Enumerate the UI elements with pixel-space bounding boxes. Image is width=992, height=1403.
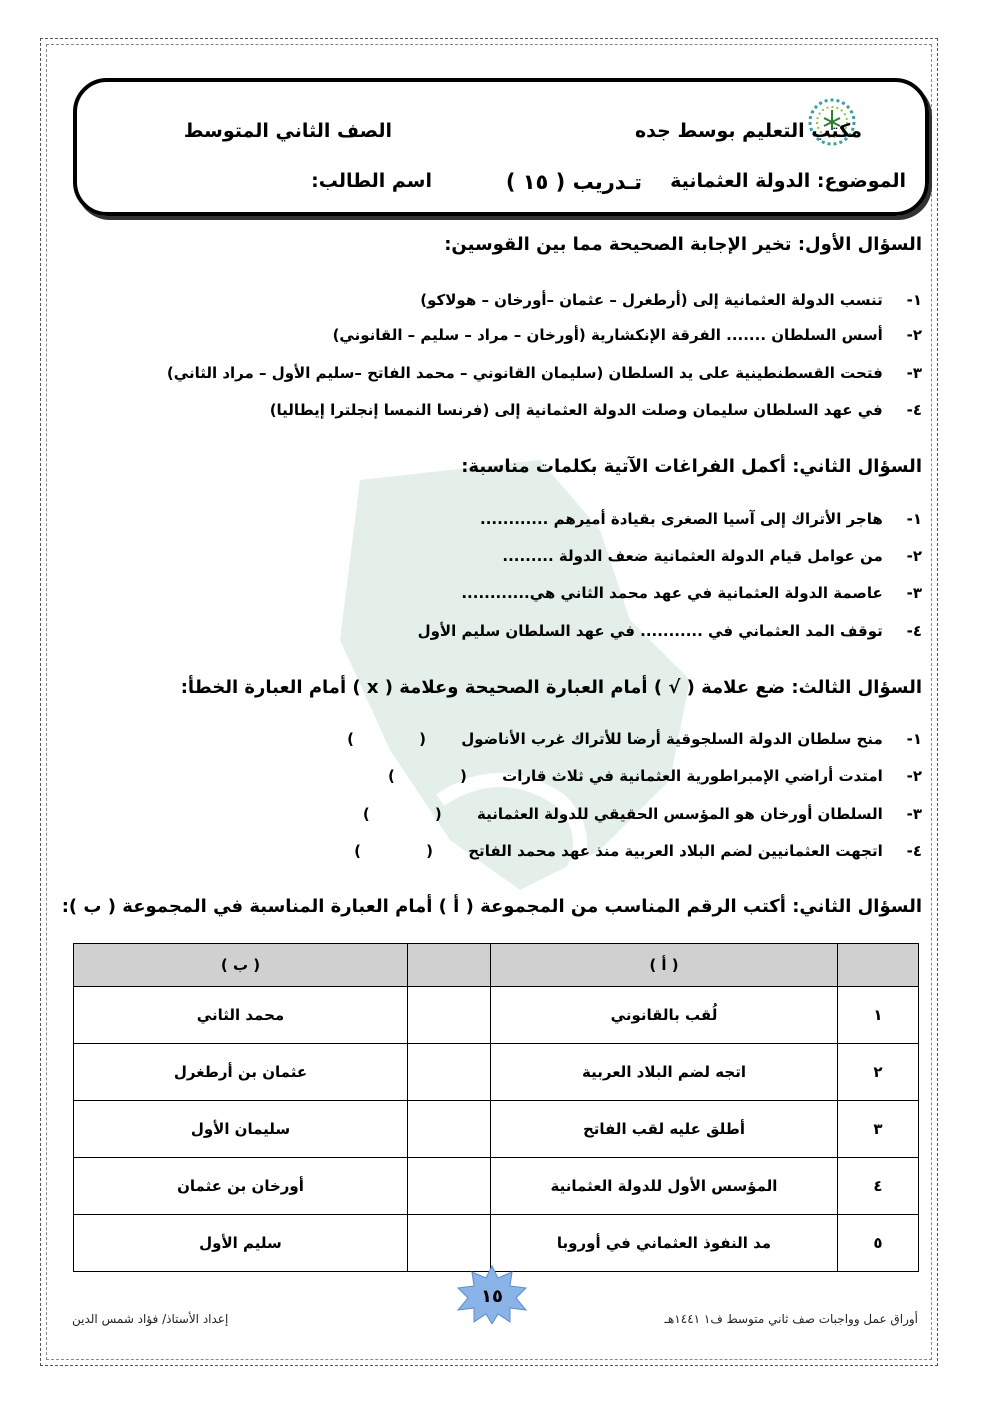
subject-label: الموضوع: الدولة العثمانية: [670, 170, 906, 192]
q1-item: [420, 291, 922, 309]
page-number-star-icon: [452, 1264, 532, 1324]
item-number: ٢-: [906, 326, 922, 344]
table-header-answer: [408, 944, 491, 987]
item-text: توقف المد العثماني في ........... في عهد السلطان سليم الأول: [417, 622, 883, 640]
item-number: ١-: [906, 291, 922, 309]
answer-paren[interactable]: ( ): [354, 842, 464, 860]
table-row: [74, 1101, 919, 1158]
row-b-text: سليم الأول: [74, 1215, 408, 1272]
row-number: ٥: [838, 1215, 919, 1272]
row-b-text: عثمان بن أرطغرل: [74, 1044, 408, 1101]
q3-title: السؤال الثالث: ضع علامة ( √ ) أمام العبارة الصحيحة وعلامة ( x ) أمام العبارة الخطأ:: [180, 677, 922, 698]
item-number: ٣-: [906, 584, 922, 602]
answer-cell[interactable]: [408, 1215, 491, 1272]
q2-item: [480, 510, 922, 528]
row-a-text: اتجه لضم البلاد العربية: [491, 1044, 838, 1101]
footer-series: أوراق عمل وواجبات صف ثاني متوسط ف١ ١٤٤١هـ: [664, 1312, 918, 1326]
q4-title: السؤال الثاني: أكتب الرقم المناسب من المجموعة ( أ ) أمام العبارة المناسبة في المجموعة ( ب ):: [61, 896, 922, 917]
item-text: عاصمة الدولة العثمانية في عهد محمد الثاني هي............: [461, 584, 883, 602]
grade-label: الصف الثاني المتوسط: [183, 120, 392, 142]
item-number: ١-: [906, 510, 922, 528]
row-a-text: لُقب بالقانوني: [491, 987, 838, 1044]
table-header-a: ( أ ): [491, 944, 838, 987]
answer-cell[interactable]: [408, 987, 491, 1044]
q2-item: [502, 547, 922, 565]
item-text: منح سلطان الدولة السلجوقية أرضا للأتراك غرب الأناضول: [461, 730, 883, 748]
item-number: ٢-: [906, 547, 922, 565]
row-number: ٣: [838, 1101, 919, 1158]
table-header-num: [838, 944, 919, 987]
header-box: [73, 78, 929, 216]
q3-item: [354, 842, 922, 860]
table-row: [74, 1215, 919, 1272]
office-name: مكتب التعليم بوسط جده: [634, 120, 862, 142]
item-text: أسس السلطان ....... الفرقة الإنكشارية (أورخان – مراد – سليم – القانوني): [332, 326, 883, 344]
q3-item: [387, 767, 922, 785]
row-b-text: أورخان بن عثمان: [74, 1158, 408, 1215]
item-number: ٣-: [906, 805, 922, 823]
training-label: تـدريب ( ١٥ ): [505, 170, 642, 194]
footer-author: إعداد الأستاذ/ فؤاد شمس الدين: [72, 1312, 229, 1326]
item-number: ٤-: [906, 622, 922, 640]
row-b-text: محمد الثاني: [74, 987, 408, 1044]
student-name-label: اسم الطالب:: [311, 170, 432, 192]
q2-title: السؤال الثاني: أكمل الفراغات الآتية بكلمات مناسبة:: [461, 456, 922, 477]
item-text: امتدت أراضي الإمبراطورية العثمانية في ثلاث قارات: [502, 767, 883, 785]
q1-item: [333, 326, 922, 344]
item-text: تنسب الدولة العثمانية إلى (أرطغرل – عثمان –أورخان – هولاكو): [420, 291, 883, 309]
q3-item: [347, 730, 922, 748]
row-number: ٤: [838, 1158, 919, 1215]
row-b-text: سليمان الأول: [74, 1101, 408, 1158]
answer-paren[interactable]: ( ): [387, 767, 497, 785]
item-text: اتجهت العثمانيين لضم البلاد العربية منذ عهد محمد الفاتح: [468, 842, 883, 860]
row-number: ٢: [838, 1044, 919, 1101]
item-text: من عوامل قيام الدولة العثمانية ضعف الدولة .........: [502, 547, 883, 565]
q1-title: السؤال الأول: تخير الإجابة الصحيحة مما بين القوسين:: [444, 234, 922, 255]
q2-item: [418, 622, 922, 640]
table-header-b: ( ب ): [74, 944, 408, 987]
table-row: [74, 1044, 919, 1101]
item-text: السلطان أورخان هو المؤسس الحقيقي للدولة العثمانية: [477, 805, 883, 823]
row-a-text: مد النفوذ العثماني في أوروبا: [491, 1215, 838, 1272]
item-number: ٤-: [906, 401, 922, 419]
item-number: ١-: [906, 730, 922, 748]
row-a-text: أطلق عليه لقب الفاتح: [491, 1101, 838, 1158]
item-number: ٣-: [906, 364, 922, 382]
q1-item: [270, 401, 922, 419]
answer-paren[interactable]: ( ): [347, 730, 456, 748]
item-text: فتحت القسطنطينية على يد السلطان (سليمان القانوني – محمد الفاتح –سليم الأول – مراد الثاني): [166, 364, 883, 382]
q2-item: [461, 584, 922, 602]
table-row: [74, 987, 919, 1044]
matching-table: [73, 943, 919, 1272]
item-text: في عهد السلطان سليمان وصلت الدولة العثمانية إلى (فرنسا النمسا إنجلترا إيطاليا): [269, 401, 883, 419]
item-number: ٤-: [906, 842, 922, 860]
page-number: ١٥: [481, 1286, 503, 1307]
answer-cell[interactable]: [408, 1101, 491, 1158]
row-number: ١: [838, 987, 919, 1044]
answer-cell[interactable]: [408, 1158, 491, 1215]
item-number: ٢-: [906, 767, 922, 785]
table-header-row: [74, 944, 919, 987]
item-text: هاجر الأتراك إلى آسيا الصغرى بقيادة أميرهم ............: [480, 510, 883, 528]
q1-item: [167, 364, 922, 382]
answer-cell[interactable]: [408, 1044, 491, 1101]
table-row: [74, 1158, 919, 1215]
q3-item: [362, 805, 922, 823]
answer-paren[interactable]: ( ): [362, 805, 472, 823]
row-a-text: المؤسس الأول للدولة العثمانية: [491, 1158, 838, 1215]
